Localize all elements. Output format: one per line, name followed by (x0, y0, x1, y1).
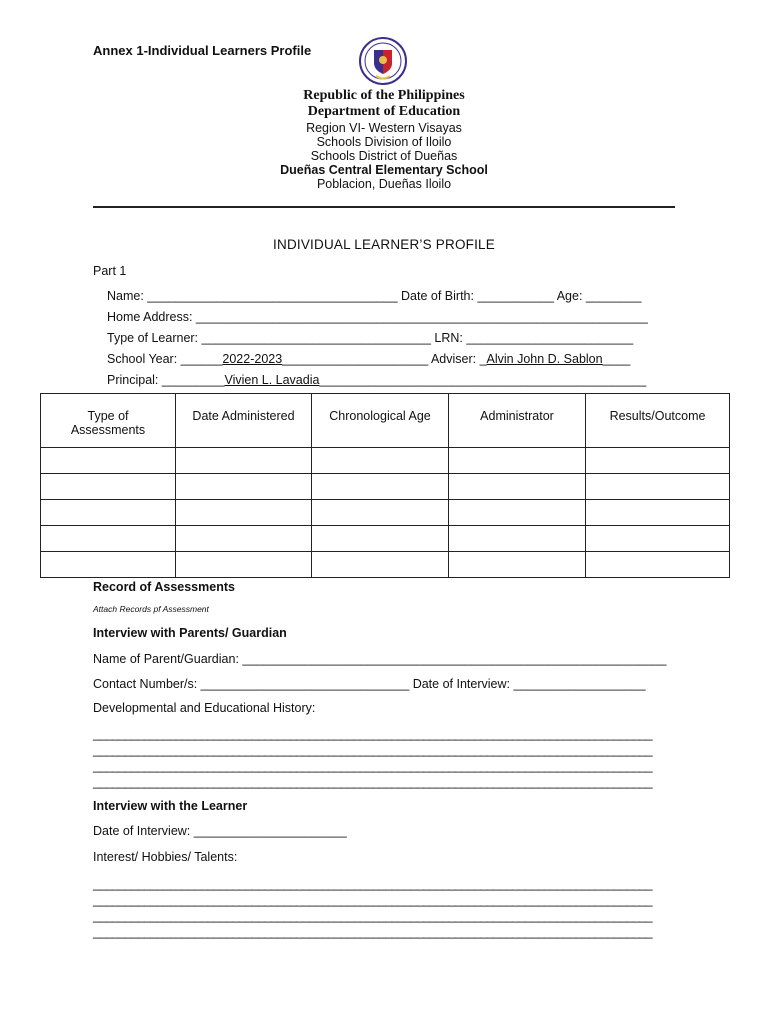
part-label: Part 1 (93, 264, 127, 278)
table-cell[interactable] (449, 448, 586, 474)
table-cell[interactable] (586, 448, 730, 474)
header-school: Dueñas Central Elementary School (280, 163, 488, 177)
header-region: Region VI- Western Visayas (306, 121, 462, 135)
name-field-line[interactable]: Name: ____________________________________ Date of Birth: ___________ Age: ________ (107, 289, 642, 303)
interests-blank-line[interactable]: ________________________________________________________________________________________ (93, 877, 652, 891)
table-cell[interactable] (449, 500, 586, 526)
table-row (41, 448, 730, 474)
assessment-table-header-row (41, 394, 730, 448)
history-blank-line[interactable]: ________________________________________________________________________________________ (93, 759, 652, 773)
table-cell[interactable] (586, 474, 730, 500)
header-divider (93, 206, 675, 208)
record-of-assessments-heading: Record of Assessments (93, 580, 235, 594)
table-cell[interactable] (586, 552, 730, 578)
table-cell[interactable] (41, 500, 176, 526)
table-cell[interactable] (312, 552, 449, 578)
interests-label: Interest/ Hobbies/ Talents: (93, 850, 238, 864)
header-administrator: Administrator (449, 394, 586, 448)
interests-blank-line[interactable]: ________________________________________________________________________________________ (93, 909, 652, 923)
interests-blank-line[interactable]: ________________________________________________________________________________________ (93, 925, 652, 939)
home-address-field-line[interactable]: Home Address: _________________________________________________________________ (107, 310, 648, 324)
table-cell[interactable] (312, 500, 449, 526)
adviser-trail: ____ (602, 352, 631, 366)
principal-value: Vivien L. Lavadia (224, 373, 320, 387)
table-cell[interactable] (176, 474, 312, 500)
table-row (41, 526, 730, 552)
header-district: Schools District of Dueñas (310, 149, 458, 163)
header-address: Poblacion, Dueñas Iloilo (316, 177, 452, 191)
table-cell[interactable] (586, 500, 730, 526)
table-row (41, 474, 730, 500)
header-department: Department of Education (307, 104, 461, 119)
header-republic: Republic of the Philippines (303, 88, 465, 103)
history-blank-line[interactable]: ________________________________________________________________________________________ (93, 743, 652, 757)
adviser-value: Alvin John D. Sablon (486, 352, 603, 366)
page-title: INDIVIDUAL LEARNER’S PROFILE (273, 237, 495, 252)
table-cell[interactable] (312, 474, 449, 500)
developmental-history-label: Developmental and Educational History: (93, 701, 316, 715)
annex-title: Annex 1-Individual Learners Profile (93, 43, 312, 58)
table-row (41, 552, 730, 578)
table-cell[interactable] (586, 526, 730, 552)
table-cell[interactable] (312, 526, 449, 552)
table-cell[interactable] (41, 474, 176, 500)
learner-interview-heading: Interview with the Learner (93, 799, 248, 813)
table-cell[interactable] (176, 526, 312, 552)
header-type-of-assessments: Type of Assessments (41, 394, 176, 448)
table-cell[interactable] (449, 526, 586, 552)
table-cell[interactable] (176, 448, 312, 474)
school-year-label: School Year: ______ (107, 352, 223, 366)
parents-interview-heading: Interview with Parents/ Guardian (93, 626, 287, 640)
deped-seal-icon (350, 36, 416, 86)
table-cell[interactable] (41, 526, 176, 552)
header-division: Schools Division of Iloilo (316, 135, 452, 149)
header-date-administered: Date Administered (176, 394, 312, 448)
table-cell[interactable] (449, 474, 586, 500)
school-year-field-line[interactable] (107, 352, 630, 366)
school-year-value: 2022-2023 (222, 352, 283, 366)
table-cell[interactable] (449, 552, 586, 578)
contact-number-field-line[interactable]: Contact Number/s: ______________________________ Date of Interview: ___________________ (93, 677, 646, 691)
parent-name-field-line[interactable]: Name of Parent/Guardian: _____________________________________________________________ (93, 652, 667, 666)
principal-label: Principal: _________ (107, 373, 225, 387)
assessment-table (40, 393, 730, 578)
principal-trail: _______________________________________________ (319, 373, 647, 387)
interests-blank-line[interactable]: ________________________________________________________________________________________ (93, 893, 652, 907)
adviser-label: _____________________ Adviser: _ (282, 352, 487, 366)
type-of-learner-field-line[interactable]: Type of Learner: _________________________________ LRN: ________________________ (107, 331, 634, 345)
history-blank-line[interactable]: ________________________________________________________________________________________ (93, 775, 652, 789)
principal-field-line[interactable] (107, 373, 646, 387)
table-cell[interactable] (41, 448, 176, 474)
table-cell[interactable] (176, 552, 312, 578)
table-row (41, 500, 730, 526)
record-of-assessments-note: Attach Records pf Assessment (93, 604, 209, 614)
table-cell[interactable] (312, 448, 449, 474)
learner-interview-date-field-line[interactable]: Date of Interview: ______________________ (93, 824, 347, 838)
table-cell[interactable] (41, 552, 176, 578)
header-chronological-age: Chronological Age (312, 394, 449, 448)
header-results-outcome: Results/Outcome (586, 394, 730, 448)
table-cell[interactable] (176, 500, 312, 526)
history-blank-line[interactable]: ________________________________________________________________________________________ (93, 727, 652, 741)
